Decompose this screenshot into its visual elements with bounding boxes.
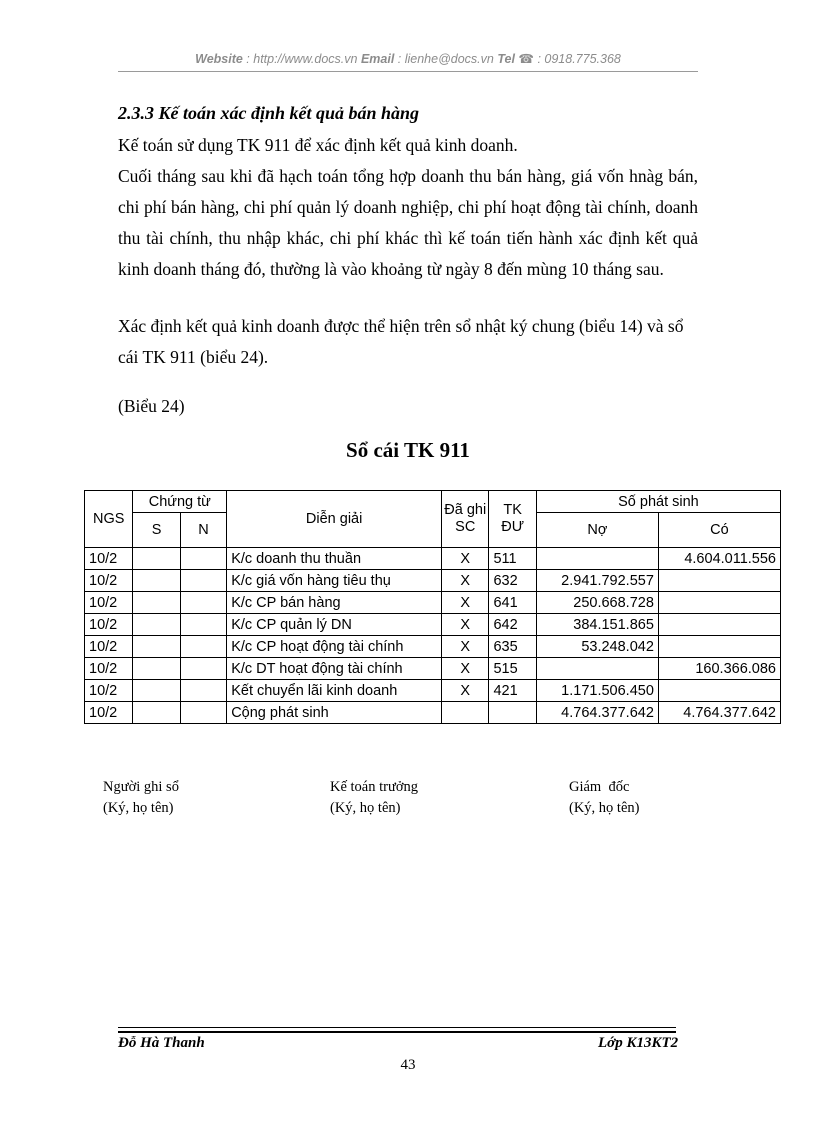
cell-co: 4.764.377.642 bbox=[658, 702, 780, 724]
cell-co bbox=[658, 592, 780, 614]
cell-s bbox=[133, 592, 180, 614]
cell-co bbox=[658, 570, 780, 592]
cell-ngs: 10/2 bbox=[85, 548, 133, 570]
cell-tk: 421 bbox=[489, 680, 536, 702]
cell-n bbox=[180, 548, 226, 570]
cell-da-ghi: X bbox=[442, 614, 489, 636]
cell-n bbox=[180, 614, 226, 636]
cell-s bbox=[133, 702, 180, 724]
footer-class: Lớp K13KT2 bbox=[598, 1035, 679, 1051]
cell-dien-giai: K/c CP hoạt động tài chính bbox=[227, 636, 442, 658]
cell-da-ghi: X bbox=[442, 636, 489, 658]
cell-no bbox=[536, 658, 658, 680]
header-chung-tu: Chứng từ bbox=[133, 491, 227, 513]
cell-co bbox=[658, 680, 780, 702]
cell-tk bbox=[489, 702, 536, 724]
signature-note: (Ký, họ tên) bbox=[330, 800, 401, 816]
signature-role: Người ghi sổ bbox=[103, 779, 179, 795]
cell-tk: 635 bbox=[489, 636, 536, 658]
header-no: Nợ bbox=[536, 513, 658, 548]
footer-divider-thin bbox=[118, 1027, 676, 1028]
table-total-row bbox=[85, 702, 781, 724]
cell-n bbox=[180, 636, 226, 658]
cell-da-ghi: X bbox=[442, 658, 489, 680]
ledger-table bbox=[84, 490, 781, 724]
signature-block-bookkeeper bbox=[103, 777, 179, 819]
ledger-title: Sổ cái TK 911 bbox=[346, 438, 470, 462]
cell-co: 160.366.086 bbox=[658, 658, 780, 680]
cell-dien-giai: K/c doanh thu thuần bbox=[227, 548, 442, 570]
paragraph-intro: Kế toán sử dụng TK 911 để xác định kết quả kinh doanh. bbox=[118, 135, 518, 155]
cell-n bbox=[180, 702, 226, 724]
cell-dien-giai: K/c CP quản lý DN bbox=[227, 614, 442, 636]
footer-author: Đỗ Hà Thanh bbox=[118, 1035, 205, 1051]
cell-no: 384.151.865 bbox=[536, 614, 658, 636]
cell-co: 4.604.011.556 bbox=[658, 548, 780, 570]
cell-co bbox=[658, 636, 780, 658]
table-row bbox=[85, 614, 781, 636]
cell-ngs: 10/2 bbox=[85, 680, 133, 702]
header-divider bbox=[118, 71, 698, 72]
cell-n bbox=[180, 592, 226, 614]
cell-ngs: 10/2 bbox=[85, 636, 133, 658]
cell-tk: 515 bbox=[489, 658, 536, 680]
email-value[interactable]: : lienhe@docs.vn bbox=[394, 52, 498, 66]
cell-s bbox=[133, 570, 180, 592]
cell-ngs: 10/2 bbox=[85, 702, 133, 724]
cell-ngs: 10/2 bbox=[85, 592, 133, 614]
cell-s bbox=[133, 680, 180, 702]
header-s: S bbox=[133, 513, 180, 548]
cell-da-ghi: X bbox=[442, 680, 489, 702]
cell-no: 53.248.042 bbox=[536, 636, 658, 658]
cell-no: 2.941.792.557 bbox=[536, 570, 658, 592]
table-row bbox=[85, 636, 781, 658]
header-so-phat-sinh: Số phát sinh bbox=[536, 491, 780, 513]
header-da-ghi-sc: Đã ghi SC bbox=[442, 491, 489, 548]
cell-no: 250.668.728 bbox=[536, 592, 658, 614]
figure-label: (Biểu 24) bbox=[118, 396, 185, 416]
cell-dien-giai: K/c giá vốn hàng tiêu thụ bbox=[227, 570, 442, 592]
signature-block-chief-accountant bbox=[330, 777, 418, 819]
signature-note: (Ký, họ tên) bbox=[569, 800, 640, 816]
cell-da-ghi: X bbox=[442, 548, 489, 570]
cell-n bbox=[180, 570, 226, 592]
header-ngs: NGS bbox=[85, 491, 133, 548]
cell-s bbox=[133, 548, 180, 570]
cell-n bbox=[180, 680, 226, 702]
table-row bbox=[85, 570, 781, 592]
header-tk-du: TK ĐƯ bbox=[489, 491, 536, 548]
section-title: 2.3.3 Kế toán xác định kết quả bán hàng bbox=[118, 103, 420, 123]
cell-n bbox=[180, 658, 226, 680]
header-dien-giai: Diễn giải bbox=[227, 491, 442, 548]
table-row bbox=[85, 592, 781, 614]
email-label: Email bbox=[360, 52, 395, 66]
table-row bbox=[85, 658, 781, 680]
cell-no: 4.764.377.642 bbox=[536, 702, 658, 724]
cell-tk: 641 bbox=[489, 592, 536, 614]
footer-divider-thick bbox=[118, 1031, 676, 1033]
signature-note: (Ký, họ tên) bbox=[103, 800, 174, 816]
website-value[interactable]: : http://www.docs.vn bbox=[242, 52, 361, 66]
signature-block-director bbox=[569, 777, 639, 819]
paragraph-process: Cuối tháng sau khi đã hạch toán tổng hợp doanh thu bán hàng, giá vốn hnàg bán, chi phí bán hàng, chi phí quản lý doanh nghiệp, chi phí hoạt động tài chính, doanh thu tài chính, thu nhập khác, chi phí khác thì kế toán tiến hành xác định kết quả kinh doanh tháng đó, thường là vào khoảng từ ngày 8 đến mùng 10 tháng sau. bbox=[118, 166, 698, 279]
cell-ngs: 10/2 bbox=[85, 570, 133, 592]
cell-dien-giai: K/c DT hoạt động tài chính bbox=[227, 658, 442, 680]
cell-tk: 632 bbox=[489, 570, 536, 592]
website-label: Website bbox=[195, 52, 243, 66]
tel-label: Tel bbox=[497, 52, 515, 66]
cell-ngs: 10/2 bbox=[85, 658, 133, 680]
cell-tk: 642 bbox=[489, 614, 536, 636]
table-row bbox=[85, 680, 781, 702]
tel-value: ☎ : 0918.775.368 bbox=[514, 52, 621, 66]
cell-dien-giai: K/c CP bán hàng bbox=[227, 592, 442, 614]
cell-tk: 511 bbox=[489, 548, 536, 570]
cell-s bbox=[133, 636, 180, 658]
cell-s bbox=[133, 614, 180, 636]
table-row bbox=[85, 548, 781, 570]
cell-no bbox=[536, 548, 658, 570]
cell-dien-giai: Cộng phát sinh bbox=[227, 702, 442, 724]
page-header bbox=[118, 51, 698, 66]
cell-s bbox=[133, 658, 180, 680]
cell-da-ghi: X bbox=[442, 570, 489, 592]
cell-da-ghi bbox=[442, 702, 489, 724]
paragraph-reference: Xác định kết quả kinh doanh được thể hiện trên sổ nhật ký chung (biểu 14) và sổ cái TK 911 (biểu 24). bbox=[118, 316, 684, 367]
signature-role: Giám đốc bbox=[569, 779, 630, 795]
header-co: Có bbox=[658, 513, 780, 548]
cell-no: 1.171.506.450 bbox=[536, 680, 658, 702]
header-n: N bbox=[180, 513, 226, 548]
cell-ngs: 10/2 bbox=[85, 614, 133, 636]
cell-co bbox=[658, 614, 780, 636]
cell-dien-giai: Kết chuyển lãi kinh doanh bbox=[227, 680, 442, 702]
page-number: 43 bbox=[400, 1057, 416, 1073]
signature-role: Kế toán trưởng bbox=[330, 779, 419, 795]
cell-da-ghi: X bbox=[442, 592, 489, 614]
